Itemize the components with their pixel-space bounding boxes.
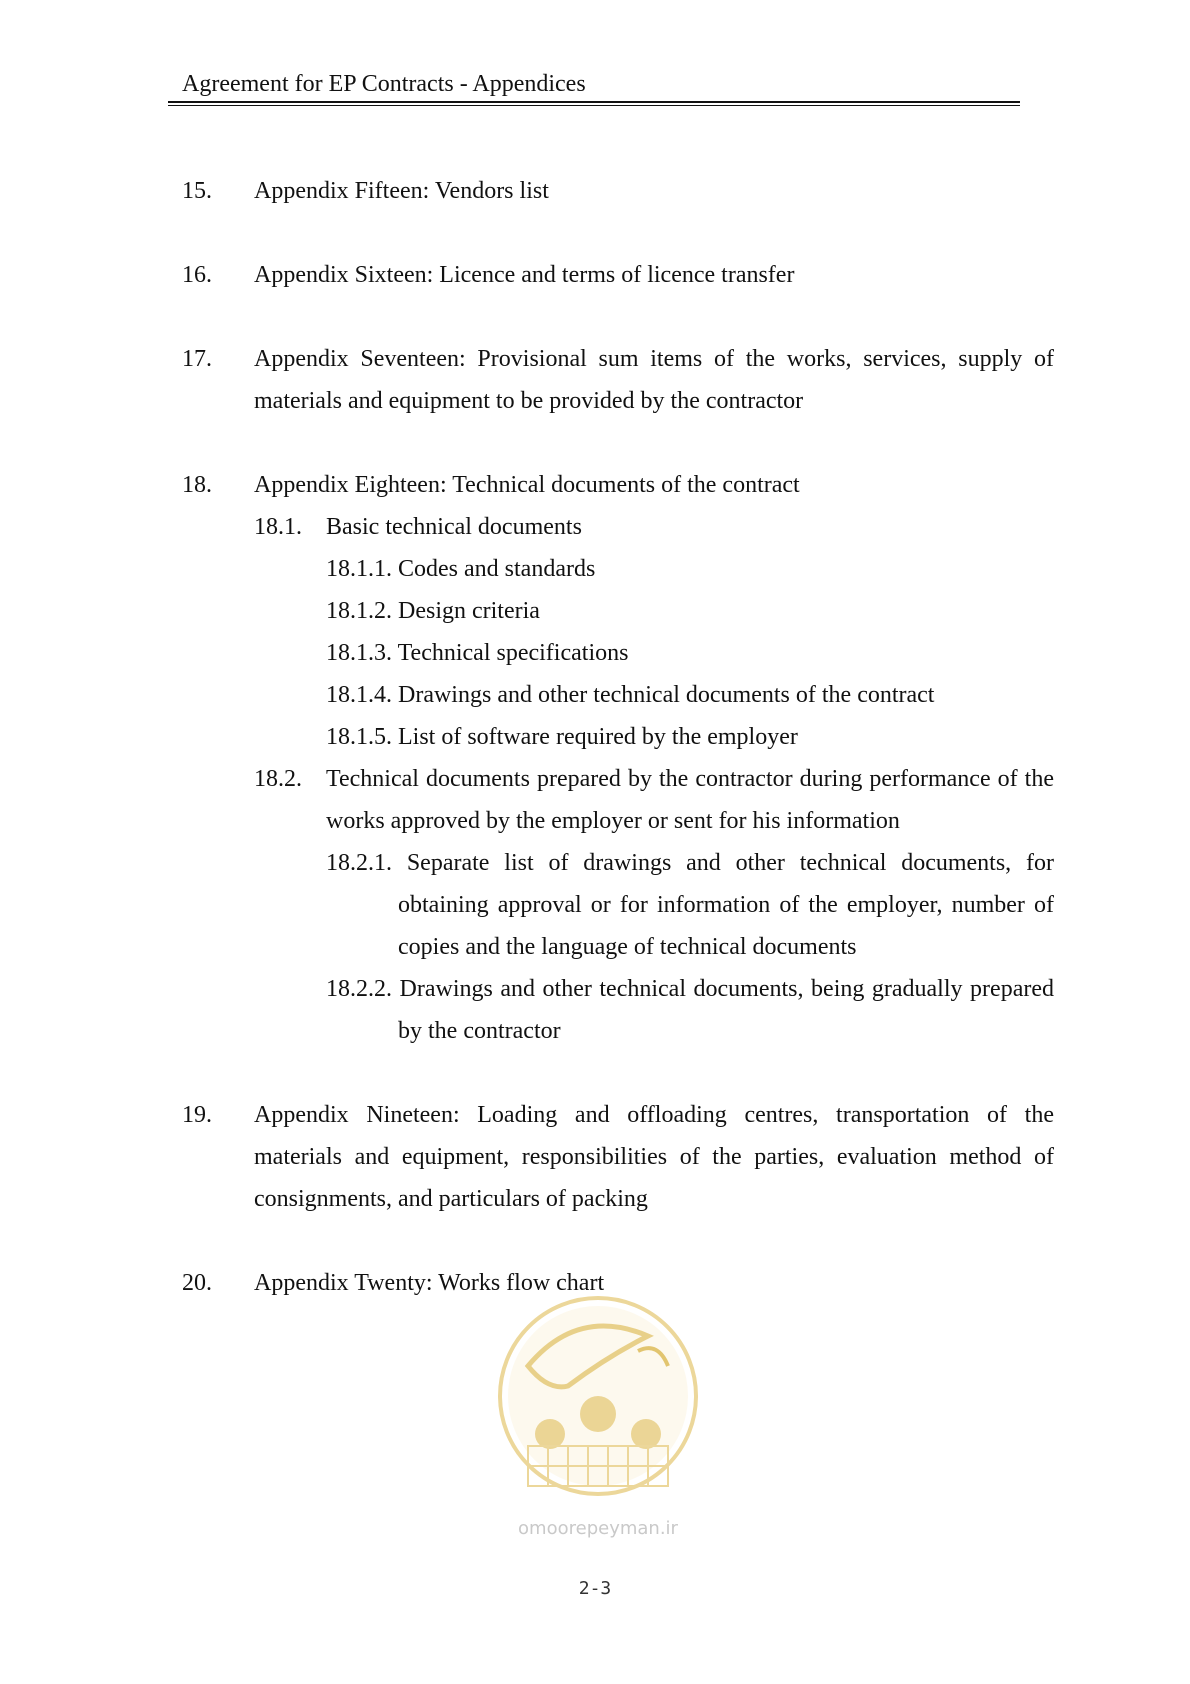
subsection-18-1	[182, 506, 1054, 758]
sub-item: 18.1.4. Drawings and other technical documents of the contract	[326, 682, 935, 708]
item-text: Appendix Twenty: Works flow chart	[254, 1270, 605, 1296]
item-text: Appendix Nineteen: Loading and offloading centres, transportation of the materials and equipment, responsibilities of the parties, evaluation method of consignments, and particulars of packing	[254, 1102, 1054, 1212]
item-number: 19.	[182, 1102, 212, 1128]
item-number: 17.	[182, 346, 212, 372]
watermark-text: omoorepeyman.ir	[518, 1518, 678, 1539]
page-header	[168, 70, 1020, 98]
sub-item: 18.1.3. Technical specifications	[326, 640, 629, 666]
item-text: Appendix Eighteen: Technical documents of the contract	[254, 472, 800, 498]
sub-item: 18.2.2. Drawings and other technical documents, being gradually prepared by the contractor	[326, 976, 1054, 1044]
seal-icon	[488, 1296, 708, 1556]
item-number: 15.	[182, 178, 212, 204]
sub-item: 18.1.1. Codes and standards	[326, 556, 596, 582]
list-item-16	[182, 254, 1054, 296]
watermark-logo	[488, 1296, 708, 1556]
list-item-18	[182, 464, 1054, 1052]
list-item-15	[182, 170, 1054, 212]
header-title: Agreement for EP Contracts - Appendices	[182, 71, 586, 97]
item-number: 20.	[182, 1270, 212, 1296]
item-text: Appendix Seventeen: Provisional sum items of the works, services, supply of materials and equipment to be provided by the contractor	[254, 346, 1054, 414]
subsection-number: 18.2.	[254, 766, 302, 792]
sub-item: 18.1.2. Design criteria	[326, 598, 540, 624]
subsection-items	[326, 548, 1054, 758]
list-item-17	[182, 338, 1054, 422]
item-text: Appendix Sixteen: Licence and terms of licence transfer	[254, 262, 795, 288]
item-number: 16.	[182, 262, 212, 288]
item-number: 18.	[182, 472, 212, 498]
subsection-number: 18.1.	[254, 514, 302, 540]
header-rule-thick	[168, 101, 1020, 103]
subsection-text: Basic technical documents	[326, 514, 582, 540]
sub-item: 18.2.1. Separate list of drawings and other technical documents, for obtaining approval or for information of the employer, number of copies and the language of technical documents	[326, 850, 1054, 960]
page-number: 2-3	[578, 1578, 612, 1599]
header-rule-thin	[168, 105, 1020, 106]
subsection-items	[326, 842, 1054, 1052]
list-item-19	[182, 1094, 1054, 1220]
item-text: Appendix Fifteen: Vendors list	[254, 178, 549, 204]
appendix-list	[182, 170, 1054, 1346]
subsection-text: Technical documents prepared by the contractor during performance of the works approved by the employer or sent for his information	[326, 766, 1054, 834]
sub-item: 18.1.5. List of software required by the employer	[326, 724, 798, 750]
subsection-18-2	[182, 758, 1054, 1052]
